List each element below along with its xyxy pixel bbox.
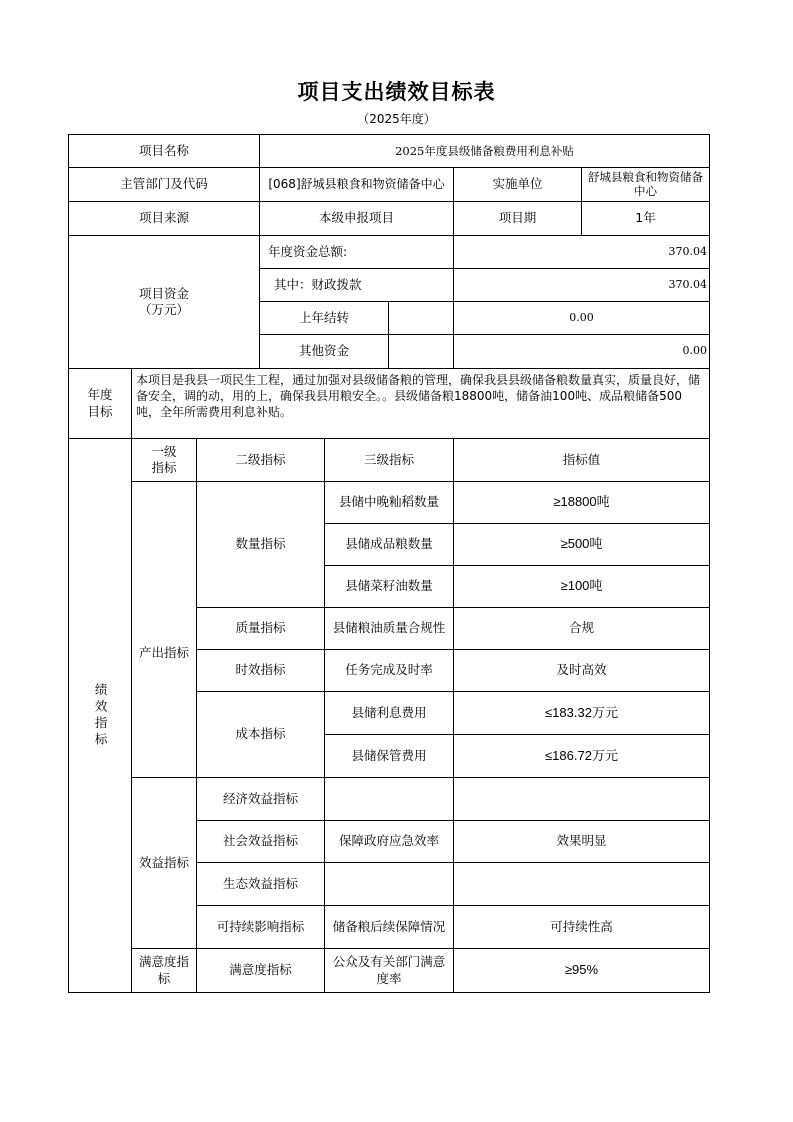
funds-carryover-value: 0.00	[453, 301, 710, 335]
col-level3-header: 三级指标	[324, 438, 454, 482]
funds-fiscal-value: 370.04	[453, 268, 710, 302]
funds-other-spacer	[388, 334, 454, 369]
table-row-timeliness-name: 任务完成及时率	[324, 649, 454, 692]
funds-carryover-spacer	[388, 301, 454, 335]
funds-other-label: 其他资金	[259, 334, 389, 369]
page-title: 项目支出绩效目标表	[297, 80, 496, 104]
dept-value: [068]舒城县粮食和物资储备中心	[259, 167, 454, 202]
cost-indicator-label: 成本指标	[196, 691, 325, 778]
eco-benefit-value	[453, 862, 710, 906]
economic-benefit-name	[324, 777, 454, 821]
funds-total-label: 年度资金总额:	[259, 235, 454, 269]
table-row-cost1-value: ≤183.32万元	[453, 691, 710, 735]
col-level2-header: 二级指标	[196, 438, 325, 482]
col-value-header: 指标值	[453, 438, 710, 482]
table-row-q2-value: ≥500吨	[453, 523, 710, 566]
goal-text: 本项目是我县一项民生工程，通过加强对县级储备粮的管理，确保我县县级储备粮数量真实，质量良好，储备安全，调的动，用的上，确保我县用粮安全。。县级储备粮18800吨，储备油100吨、成品粮储备500吨，全年所需费用利息补贴。	[131, 368, 710, 439]
table-row-q1-name: 县储中晚籼稻数量	[324, 481, 454, 524]
table-row-q2-name: 县储成品粮数量	[324, 523, 454, 566]
social-benefit-label: 社会效益指标	[196, 820, 325, 863]
table-row-satisfaction-name: 公众及有关部门满意 度率	[324, 948, 454, 993]
funds-fiscal-label: 其中：财政拨款	[259, 268, 454, 302]
project-name-value: 2025年度县级储备粮费用利息补贴	[259, 134, 710, 168]
page-subtitle: （2025年度）	[357, 112, 436, 126]
eco-benefit-name	[324, 862, 454, 906]
period-label: 项目期	[453, 201, 582, 236]
satisfaction-indicator-label: 满意度指 标	[131, 948, 197, 993]
table-row-social-value: 效果明显	[453, 820, 710, 863]
funds-total-value: 370.04	[453, 235, 710, 269]
goal-label: 年度 目标	[68, 368, 132, 439]
economic-benefit-value	[453, 777, 710, 821]
table-row-q3-value: ≥100吨	[453, 565, 710, 608]
table-row-satisfaction-value: ≥95%	[453, 948, 710, 993]
table-row-q3-name: 县储菜籽油数量	[324, 565, 454, 608]
performance-table	[68, 134, 710, 993]
benefit-indicator-label: 效益指标	[131, 777, 197, 949]
quantity-indicator-label: 数量指标	[196, 481, 325, 608]
col-level1-header: 一级 指标	[131, 438, 197, 482]
project-name-label: 项目名称	[68, 134, 260, 168]
satisfaction-l2-label: 满意度指标	[196, 948, 325, 993]
sustain-benefit-label: 可持续影响指标	[196, 905, 325, 949]
dept-label: 主管部门及代码	[68, 167, 260, 202]
table-row-sustain-name: 储备粮后续保障情况	[324, 905, 454, 949]
table-row-social-name: 保障政府应急效率	[324, 820, 454, 863]
quality-indicator-label: 质量指标	[196, 607, 325, 650]
impl-unit-label: 实施单位	[453, 167, 582, 202]
table-row-timeliness-value: 及时高效	[453, 649, 710, 692]
table-row-quality-value: 合规	[453, 607, 710, 650]
table-row-cost1-name: 县储利息费用	[324, 691, 454, 735]
indicators-section-label: 绩效指标	[68, 438, 132, 993]
table-row-q1-value: ≥18800吨	[453, 481, 710, 524]
table-row-sustain-value: 可持续性高	[453, 905, 710, 949]
economic-benefit-label: 经济效益指标	[196, 777, 325, 821]
source-value: 本级申报项目	[259, 201, 454, 236]
table-row-cost2-value: ≤186.72万元	[453, 734, 710, 778]
impl-unit-value: 舒城县粮食和物资储备中心	[581, 167, 710, 202]
source-label: 项目来源	[68, 201, 260, 236]
funds-label: 项目资金 （万元）	[68, 235, 260, 369]
funds-other-value: 0.00	[453, 334, 710, 369]
funds-carryover-label: 上年结转	[259, 301, 389, 335]
output-indicator-label: 产出指标	[131, 481, 197, 826]
table-row-cost2-name: 县储保管费用	[324, 734, 454, 778]
eco-benefit-label: 生态效益指标	[196, 862, 325, 906]
timeliness-indicator-label: 时效指标	[196, 649, 325, 692]
table-row-quality-name: 县储粮油质量合规性	[324, 607, 454, 650]
period-value: 1年	[581, 201, 710, 236]
